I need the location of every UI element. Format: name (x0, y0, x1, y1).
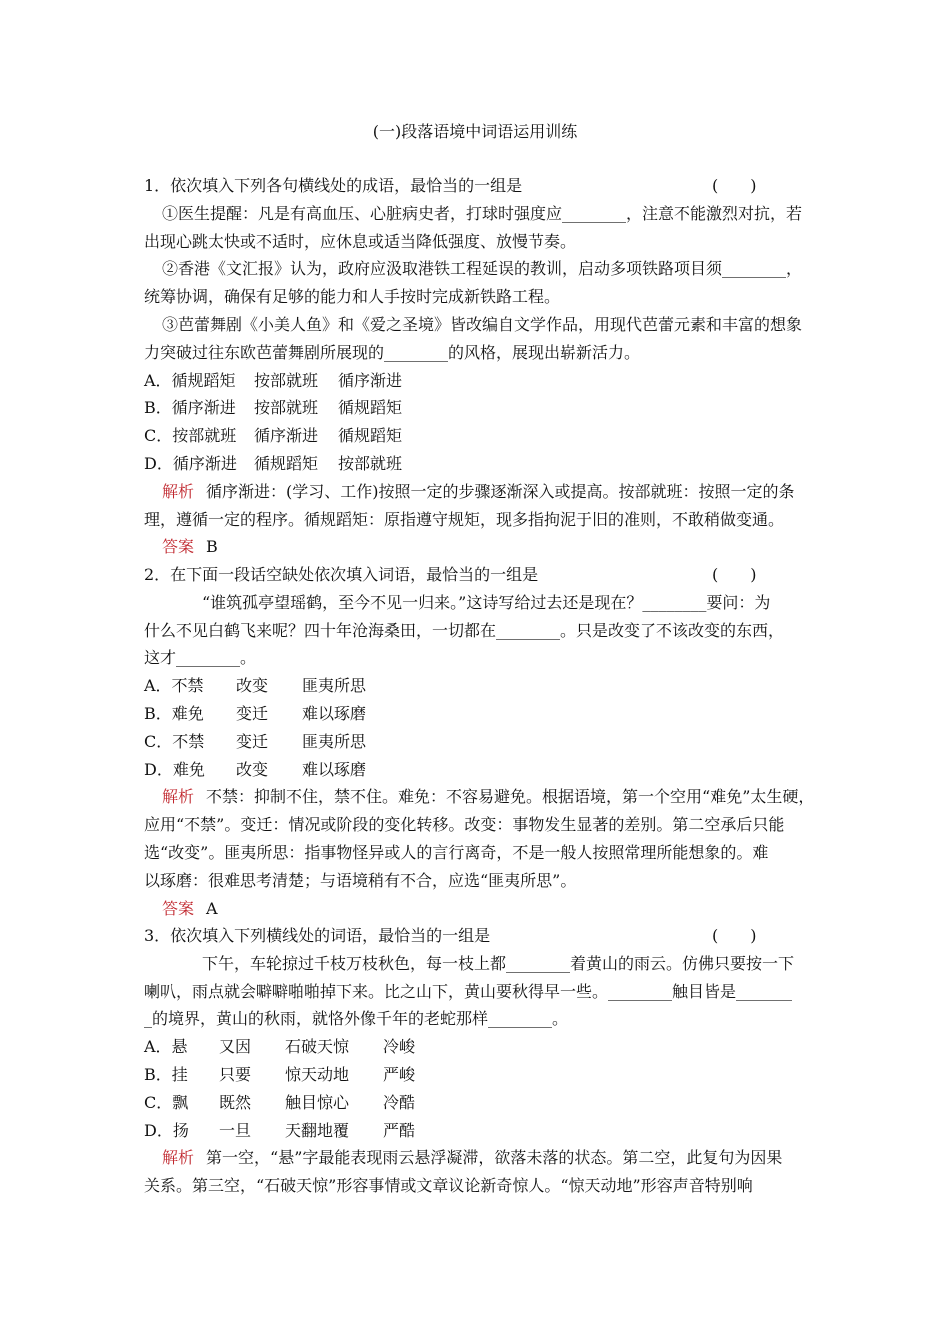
option-d (144, 450, 820, 478)
option-term: 冷酷 (383, 1092, 416, 1112)
option-term: 改变 (236, 759, 269, 779)
option-term: 又因 (219, 1037, 252, 1057)
option-d (144, 756, 820, 784)
passage-line: “谁筑孤亭望瑶鹤，至今不见一归来。”这诗写给过去还是现在？________要问：为 (202, 592, 771, 612)
option-a (144, 367, 820, 395)
passage-line: 喇叭，雨点就会噼噼啪啪掉下来。比之山下，黄山要秋得早一些。________触目皆是_______ (144, 981, 793, 1001)
analysis (144, 478, 820, 506)
option-term: A．循规蹈矩 (144, 370, 236, 390)
option-term: 匪夷所思 (302, 676, 367, 696)
question-1 (144, 172, 820, 561)
option-term: 循规蹈矩 (254, 453, 319, 473)
option-term: D．循序渐进 (144, 453, 237, 473)
option-term: A．悬 (144, 1037, 188, 1057)
passage-line: _的境界，黄山的秋雨，就恪外像千年的老蛇那样________。 (144, 1009, 569, 1029)
passage-line: 力突破过往东欧芭蕾舞剧所展现的________的风格，展现出崭新活力。 (144, 342, 641, 362)
analysis-line: 以琢磨：很难思考清楚；与语境稍有不合，应选“匪夷所思”。 (144, 870, 577, 890)
analysis-text: 不禁：抑制不住，禁不住。难免：不容易避免。根据语境，第一个空用“难免”太生硬， (206, 787, 815, 807)
option-term: 变迁 (236, 703, 269, 723)
analysis-line: 应用“不禁”。变迁：情况或阶段的变化转移。改变：事物发生显著的差别。第二空承后只能 (144, 815, 785, 835)
option-term: 难以琢磨 (302, 703, 367, 723)
passage-line: ③芭蕾舞剧《小美人鱼》和《爱之圣境》皆改编自文学作品，用现代芭蕾元素和丰富的想象 (162, 314, 803, 334)
analysis-line: 关系。第三空，“石破天惊”形容事情或文章议论新奇惊人。“惊天动地”形容声音特别响 (144, 1176, 753, 1196)
question-stem (144, 172, 820, 200)
option-term: 按部就班 (254, 370, 319, 390)
option-c (144, 422, 820, 450)
question-stem (144, 561, 820, 589)
question-2 (144, 561, 820, 922)
option-a (144, 672, 820, 700)
passage-line: 出现心跳太快或不适时，应休息或适当降低强度、放慢节奏。 (144, 231, 577, 251)
answer-label: 答案 (162, 537, 195, 557)
option-term: 只要 (219, 1064, 252, 1084)
option-term: 严峻 (383, 1064, 416, 1084)
answer-value: B (206, 537, 218, 557)
question-stem-text: 2．在下面一段话空缺处依次填入词语，最恰当的一组是 (144, 565, 539, 584)
option-b (144, 700, 820, 728)
passage-line: 这才________。 (144, 648, 257, 668)
option-term: 按部就班 (338, 453, 403, 473)
answer-parentheses: ( ) (712, 565, 757, 584)
analysis-label: 解析 (162, 481, 195, 501)
option-term: D．难免 (144, 759, 205, 779)
option-term: A．不禁 (144, 676, 204, 696)
option-b (144, 394, 820, 422)
option-term: 改变 (236, 676, 269, 696)
option-term: 变迁 (236, 731, 269, 751)
option-c (144, 1089, 820, 1117)
option-term: 按部就班 (254, 398, 319, 418)
option-d (144, 1117, 820, 1145)
analysis-label: 解析 (162, 1148, 195, 1168)
analysis-label: 解析 (162, 787, 195, 807)
option-term: 既然 (219, 1092, 252, 1112)
option-term: 一旦 (219, 1120, 252, 1140)
option-term: 难以琢磨 (302, 759, 367, 779)
analysis-line: 理，遵循一定的程序。循规蹈矩：原指遵守规矩，现多指拘泥于旧的准则，不敢稍做变通。 (144, 509, 785, 529)
analysis-line: 选“改变”。匪夷所思：指事物怪异或人的言行离奇，不是一般人按照常理所能想象的。难 (144, 842, 769, 862)
option-term: 石破天惊 (285, 1037, 350, 1057)
question-stem (144, 922, 820, 950)
passage-line: 下午，车轮掠过千枝万枝秋色，每一枝上都________着黄山的雨云。仿佛只要按一下 (202, 953, 795, 973)
analysis-text: 循序渐进：(学习、工作)按照一定的步骤逐渐深入或提高。按部就班：按照一定的条 (206, 481, 795, 501)
option-term: 触目惊心 (285, 1092, 350, 1112)
answer (144, 533, 820, 561)
passage-line: 统筹协调，确保有足够的能力和人手按时完成新铁路工程。 (144, 287, 561, 307)
option-term: B．循序渐进 (144, 398, 236, 418)
option-term: 循序渐进 (338, 370, 403, 390)
option-term: B．挂 (144, 1064, 188, 1084)
passage-line: ②香港《文汇报》认为，政府应汲取港铁工程延误的教训，启动多项铁路项目须________， (162, 259, 803, 279)
option-term: C．不禁 (144, 731, 205, 751)
option-term: 循规蹈矩 (338, 426, 403, 446)
analysis-text: 第一空，“悬”字最能表现雨云悬浮凝滞，欲落未落的状态。第二空，此复句为因果 (206, 1148, 783, 1168)
option-c (144, 728, 820, 756)
answer (144, 895, 820, 923)
analysis (144, 1144, 820, 1172)
option-b (144, 1061, 820, 1089)
option-term: 严酷 (383, 1120, 416, 1140)
option-term: B．难免 (144, 703, 204, 723)
option-term: 天翻地覆 (285, 1120, 350, 1140)
question-stem-text: 1．依次填入下列各句横线处的成语，最恰当的一组是 (144, 176, 523, 195)
option-term: C．按部就班 (144, 426, 237, 446)
option-term: C．飘 (144, 1092, 189, 1112)
option-term: 循规蹈矩 (338, 398, 403, 418)
question-stem-text: 3．依次填入下列横线处的词语，最恰当的一组是 (144, 926, 491, 945)
question-3 (144, 922, 820, 1200)
option-term: 冷峻 (383, 1037, 416, 1057)
passage-line: 什么不见白鹤飞来呢？四十年沧海桑田，一切都在________。只是改变了不该改变的东西， (144, 620, 785, 640)
answer-label: 答案 (162, 898, 195, 918)
option-term: 匪夷所思 (302, 731, 367, 751)
answer-parentheses: ( ) (712, 176, 757, 195)
option-a (144, 1033, 820, 1061)
page-title: (一)段落语境中词语运用训练 (372, 122, 578, 141)
option-term: 循序渐进 (254, 426, 319, 446)
analysis (144, 783, 820, 811)
passage-line: ①医生提醒：凡是有高血压、心脏病史者，打球时强度应________，注意不能激烈对抗，若 (162, 203, 803, 223)
answer-parentheses: ( ) (712, 926, 757, 945)
option-term: 惊天动地 (285, 1064, 350, 1084)
option-term: D．扬 (144, 1120, 189, 1140)
answer-value: A (206, 898, 218, 918)
